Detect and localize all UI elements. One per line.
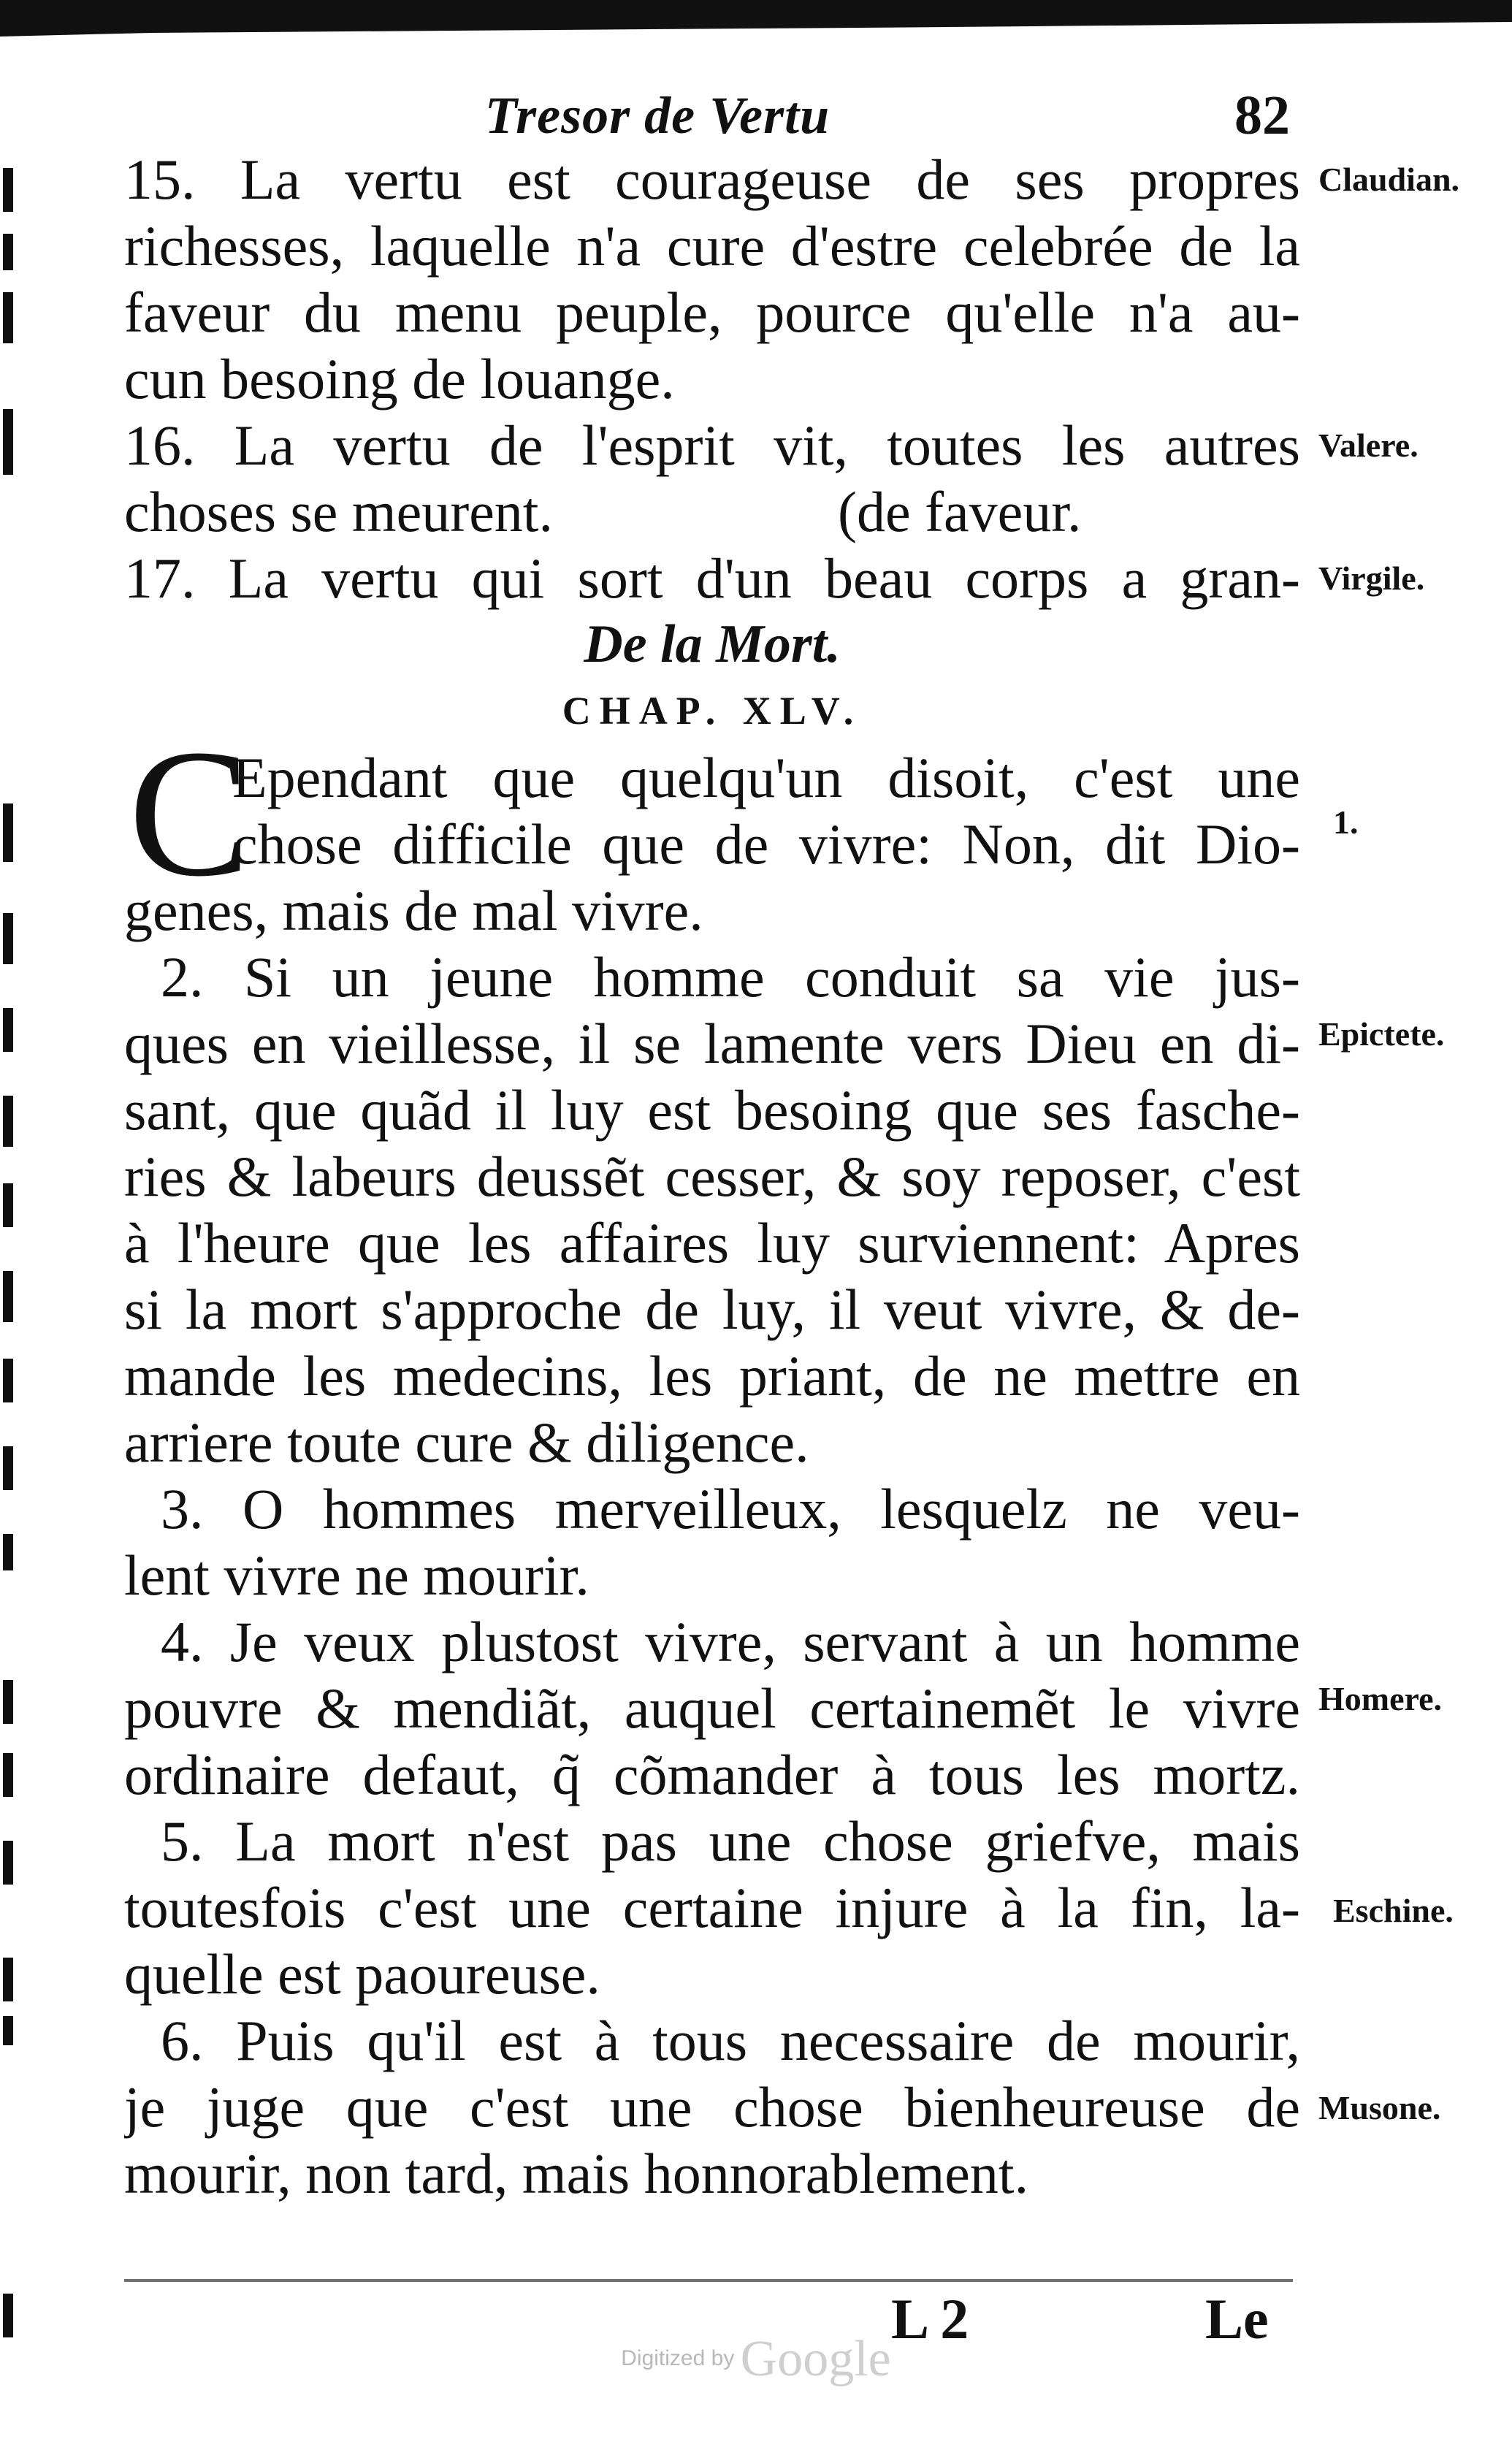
text-line: arriere toute cure & diligence.: [124, 1410, 809, 1474]
text-line: ordinaire defaut, q̃ cõmander à tous les mortz.: [124, 1743, 1300, 1806]
margin-note: Homere.: [1318, 1680, 1443, 1717]
text-line: ries & labeurs deussẽt cesser, & soy reposer, c'est: [124, 1145, 1300, 1208]
text-line: richesses, laquelle n'a cure d'estre celebrée de la: [124, 214, 1300, 278]
text-line: quelle est paoureuse.: [124, 1942, 600, 2006]
text-line: genes, mais de mal vivre.: [124, 879, 703, 942]
text-line: toutesfois c'est une certaine injure à la fin, la-: [124, 1876, 1300, 1939]
main-text: [124, 146, 1300, 2207]
text-line: sant, que quãd il luy est besoing que ses fasche-: [124, 1078, 1300, 1142]
text-line: à l'heure que les affaires luy surviennent: Apres: [124, 1211, 1300, 1275]
chapter-number: CHAP. XLV.: [562, 689, 863, 733]
bottom-rule: [124, 2279, 1293, 2282]
catchword: Le: [1205, 2287, 1269, 2351]
margin-note: 1.: [1333, 803, 1359, 841]
margin-note: Musone.: [1318, 2089, 1441, 2126]
text-line: faveur du menu peuple, pource qu'elle n'a au-: [124, 280, 1300, 344]
text-line: si la mort s'approche de luy, il veut vivre, & de-: [124, 1278, 1300, 1341]
watermark-brand: Google: [740, 2331, 891, 2387]
text-line: choses se meurent. (de faveur.: [124, 480, 1082, 543]
text-line: 15. La vertu est courageuse de ses propres: [124, 148, 1300, 211]
page-number: 82: [1234, 85, 1290, 146]
margin-note: Eschine.: [1333, 1892, 1454, 1929]
text-line: Ependant que quelqu'un disoit, c'est une: [232, 746, 1300, 809]
text-line: 3. O hommes merveilleux, lesquelz ne veu-: [161, 1477, 1300, 1541]
text-line: je juge que c'est une chose bienheureuse de: [124, 2075, 1300, 2139]
text-line: mourir, non tard, mais honnorablement.: [124, 2142, 1029, 2205]
margin-note: Valere.: [1318, 427, 1419, 464]
text-line: 5. La mort n'est pas une chose griefve, mais: [161, 1809, 1300, 1873]
text-line: pouvre & mendiãt, auquel certainemẽt le vivre: [124, 1676, 1300, 1740]
drop-capital: C: [129, 712, 251, 915]
text-line: 6. Puis qu'il est à tous necessaire de mourir,: [161, 2009, 1300, 2072]
margin-note: Epictete.: [1318, 1015, 1445, 1053]
margin-note: Claudian.: [1318, 161, 1460, 198]
margin-note: Virgile.: [1318, 560, 1425, 597]
chapter-title: De la Mort.: [584, 614, 841, 674]
left-gutter-marks: [0, 146, 22, 2337]
signature-mark: L 2: [891, 2287, 969, 2351]
text-line: 2. Si un jeune homme conduit sa vie jus-: [161, 945, 1300, 1009]
text-line: 17. La vertu qui sort d'un beau corps a gran-: [124, 546, 1300, 610]
text-line: 16. La vertu de l'esprit vit, toutes les autres: [124, 413, 1300, 477]
text-line: 4. Je veux plustost vivre, servant à un homme: [161, 1610, 1300, 1673]
digitized-watermark: [0, 2330, 1512, 2389]
top-scan-border: [0, 0, 1512, 37]
running-title: Tresor de Vertu: [484, 86, 831, 145]
text-line: chose difficile que de vivre: Non, dit Dio-: [232, 812, 1300, 876]
watermark-prefix: Digitized by: [621, 2345, 735, 2370]
text-line: ques en vieillesse, il se lamente vers Dieu en di-: [124, 1012, 1300, 1075]
top-scan-border-right: [1315, 0, 1512, 20]
text-line: cun besoing de louange.: [124, 347, 675, 411]
text-line: mande les medecins, les priant, de ne mettre en: [124, 1344, 1300, 1408]
text-line: lent vivre ne mourir.: [124, 1543, 589, 1607]
